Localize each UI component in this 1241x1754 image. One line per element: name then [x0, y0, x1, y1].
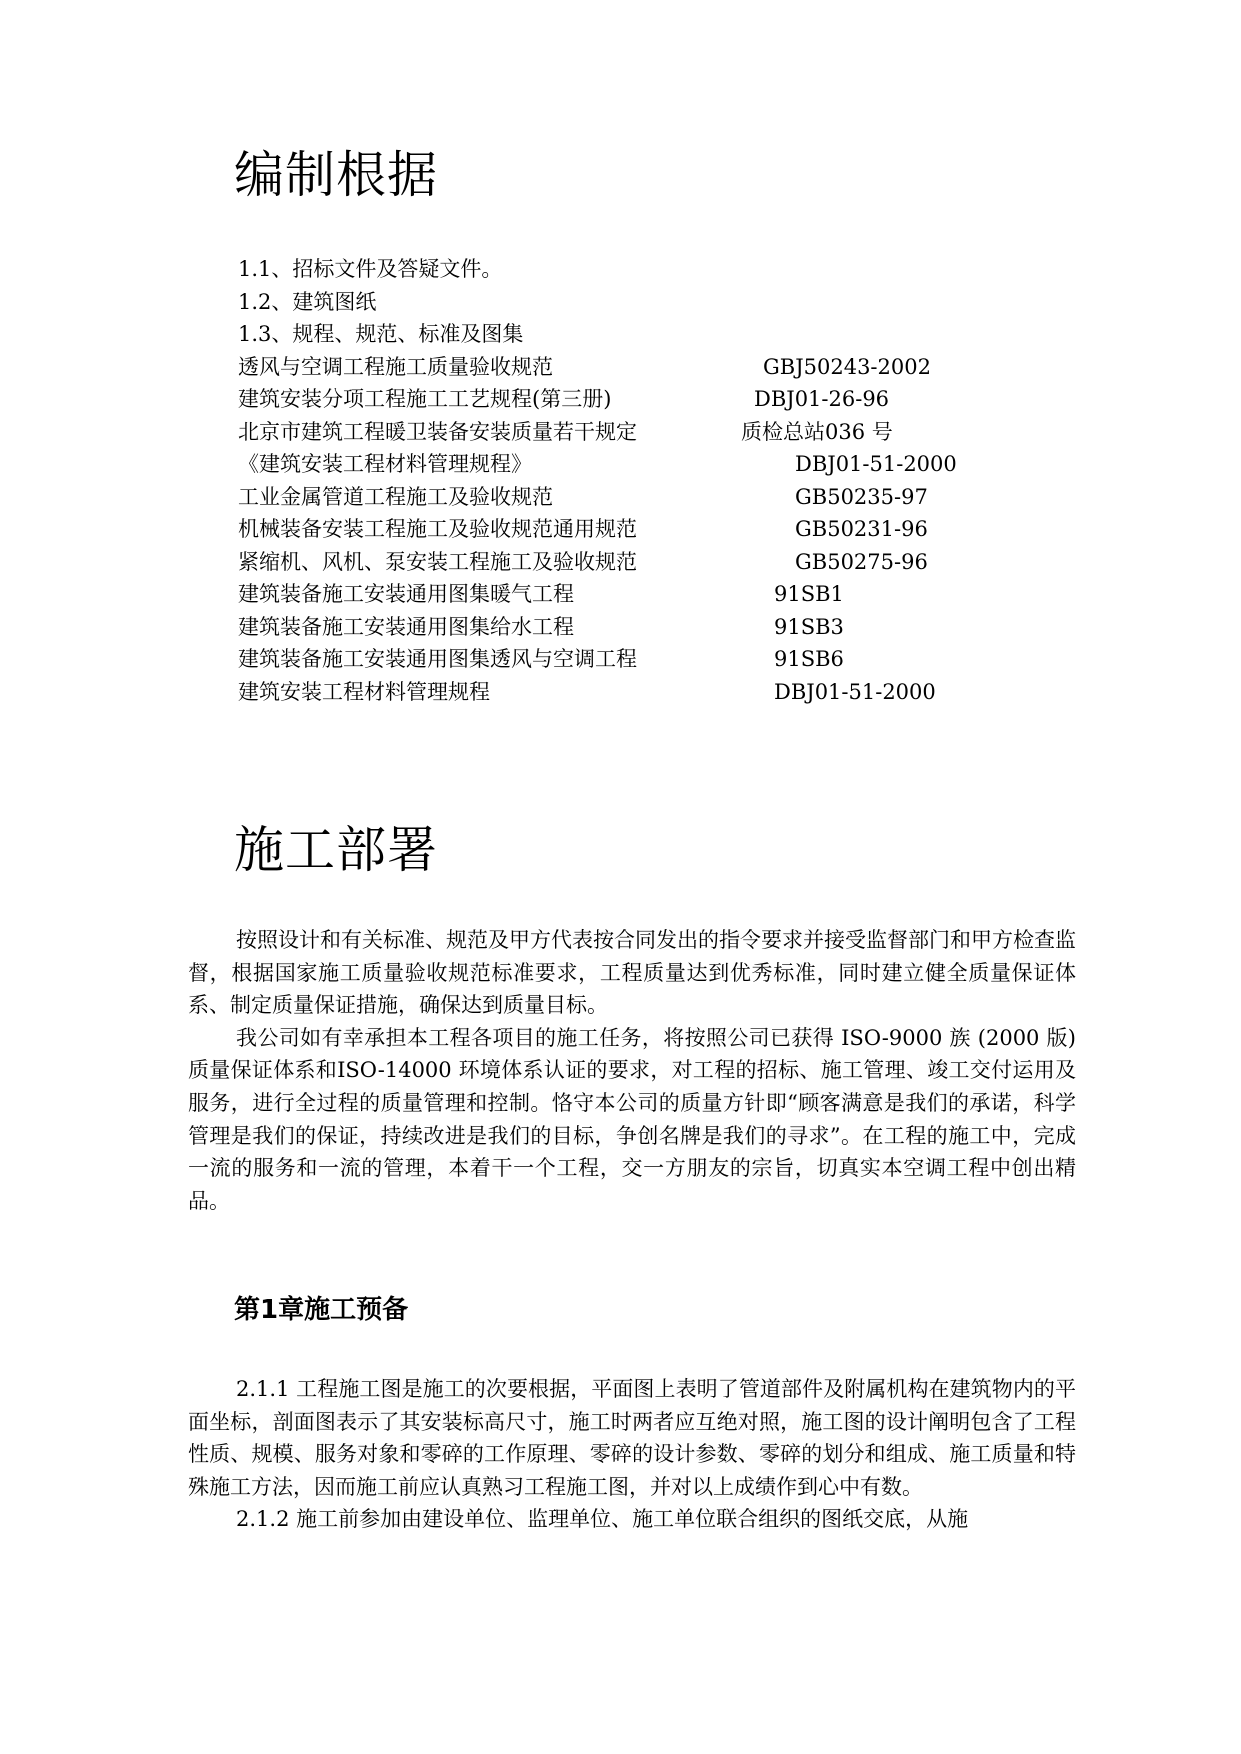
paragraph: 我公司如有幸承担本工程各项目的施工任务，将按照公司已获得 ISO-9000 族 (2000 版) 质量保证体系和ISO-14000 环境体系认证的要求，对工程的招标、施工管理、竣工交付运用及服务，进行全过程的质量管理和控制。恪守本公司的质量方针即“顾客满意是我们的承诺，科学管理是我们的保证，持续改进是我们的目标，争创名牌是我们的寻求”。在工程的施工中，完成一流的服务和一流的管理，本着干一个工程，交一方朋友的宗旨，切真实本空调工程中创出精品。 [188, 1025, 1076, 1213]
basis-item-code: DBJ01-51-2000 [774, 679, 936, 704]
basis-item [238, 448, 998, 481]
basis-item [238, 481, 998, 514]
basis-item-code: 91SB6 [774, 647, 844, 671]
basis-item-name: 透风与空调工程施工质量验收规范 [238, 354, 553, 379]
basis-item-name: 机械装备安装工程施工及验收规范通用规范 [238, 517, 637, 541]
paragraph: 2.1.2 施工前参加由建设单位、监理单位、施工单位联合组织的图纸交底，从施 [236, 1507, 969, 1532]
basis-item-code: DBJ01-51-2000 [795, 452, 957, 476]
basis-item-code: GB50231-96 [795, 517, 928, 541]
section-title-deploy: 施工部署 [234, 821, 438, 879]
basis-list [238, 253, 998, 708]
basis-item-code: GBJ50243-2002 [763, 354, 931, 379]
basis-item [238, 578, 998, 611]
basis-item-code: 质检总站036 号 [741, 419, 893, 444]
basis-item-code: 91SB1 [774, 582, 844, 606]
basis-item-name: 建筑安装分项工程施工工艺规程(第三册) [238, 387, 612, 411]
basis-item-name: 建筑装备施工安装通用图集给水工程 [238, 614, 574, 639]
basis-item [238, 676, 998, 709]
basis-item [238, 253, 998, 286]
basis-item [238, 611, 998, 644]
basis-item [238, 383, 998, 416]
basis-item-code: DBJ01-26-96 [754, 387, 890, 411]
basis-item-name: 1.3、规程、规范、标准及图集 [238, 322, 524, 346]
basis-item-name: 紧缩机、风机、泵安装工程施工及验收规范 [238, 549, 637, 574]
basis-item-name: 建筑装备施工安装通用图集暖气工程 [238, 582, 574, 606]
basis-item-code: GB50275-96 [795, 549, 928, 574]
basis-item [238, 546, 998, 579]
basis-item [238, 643, 998, 676]
basis-item-name: 1.1、招标文件及答疑文件。 [238, 257, 503, 281]
prep-body [188, 1373, 1076, 1536]
deploy-body [188, 924, 1076, 1217]
basis-item-code: GB50235-97 [795, 484, 928, 509]
basis-item [238, 416, 998, 449]
paragraph: 2.1.1 工程施工图是施工的次要根据，平面图上表明了管道部件及附属机构在建筑物内的平面坐标，剖面图表示了其安装标高尺寸，施工时两者应互绝对照，施工图的设计阐明包含了工程性质、规模、服务对象和零碎的工作原理、零碎的设计参数、零碎的划分和组成、施工质量和特殊施工方法，因而施工前应认真熟习工程施工图，并对以上成绩作到心中有数。 [188, 1377, 1076, 1499]
basis-item-name: 《建筑安装工程材料管理规程》 [238, 452, 532, 476]
chapter-title-prep: 第1章施工预备 [234, 1295, 409, 1325]
basis-item [238, 318, 998, 351]
basis-item-name: 北京市建筑工程暖卫装备安装质量若干规定 [238, 419, 637, 444]
basis-item-code: 91SB3 [774, 614, 844, 639]
basis-item-name: 工业金属管道工程施工及验收规范 [238, 484, 553, 509]
basis-item [238, 351, 998, 384]
basis-item-name: 1.2、建筑图纸 [238, 289, 377, 314]
basis-item [238, 286, 998, 319]
paragraph: 按照设计和有关标准、规范及甲方代表按合同发出的指令要求并接受监督部门和甲方检查监督，根据国家施工质量验收规范标准要求，工程质量达到优秀标准，同时建立健全质量保证体系、制定质量保证措施，确保达到质量目标。 [188, 928, 1076, 1018]
basis-item-name: 建筑安装工程材料管理规程 [238, 679, 490, 704]
basis-item-name: 建筑装备施工安装通用图集透风与空调工程 [238, 647, 637, 671]
basis-item [238, 513, 998, 546]
section-title-basis: 编制根据 [234, 146, 438, 204]
